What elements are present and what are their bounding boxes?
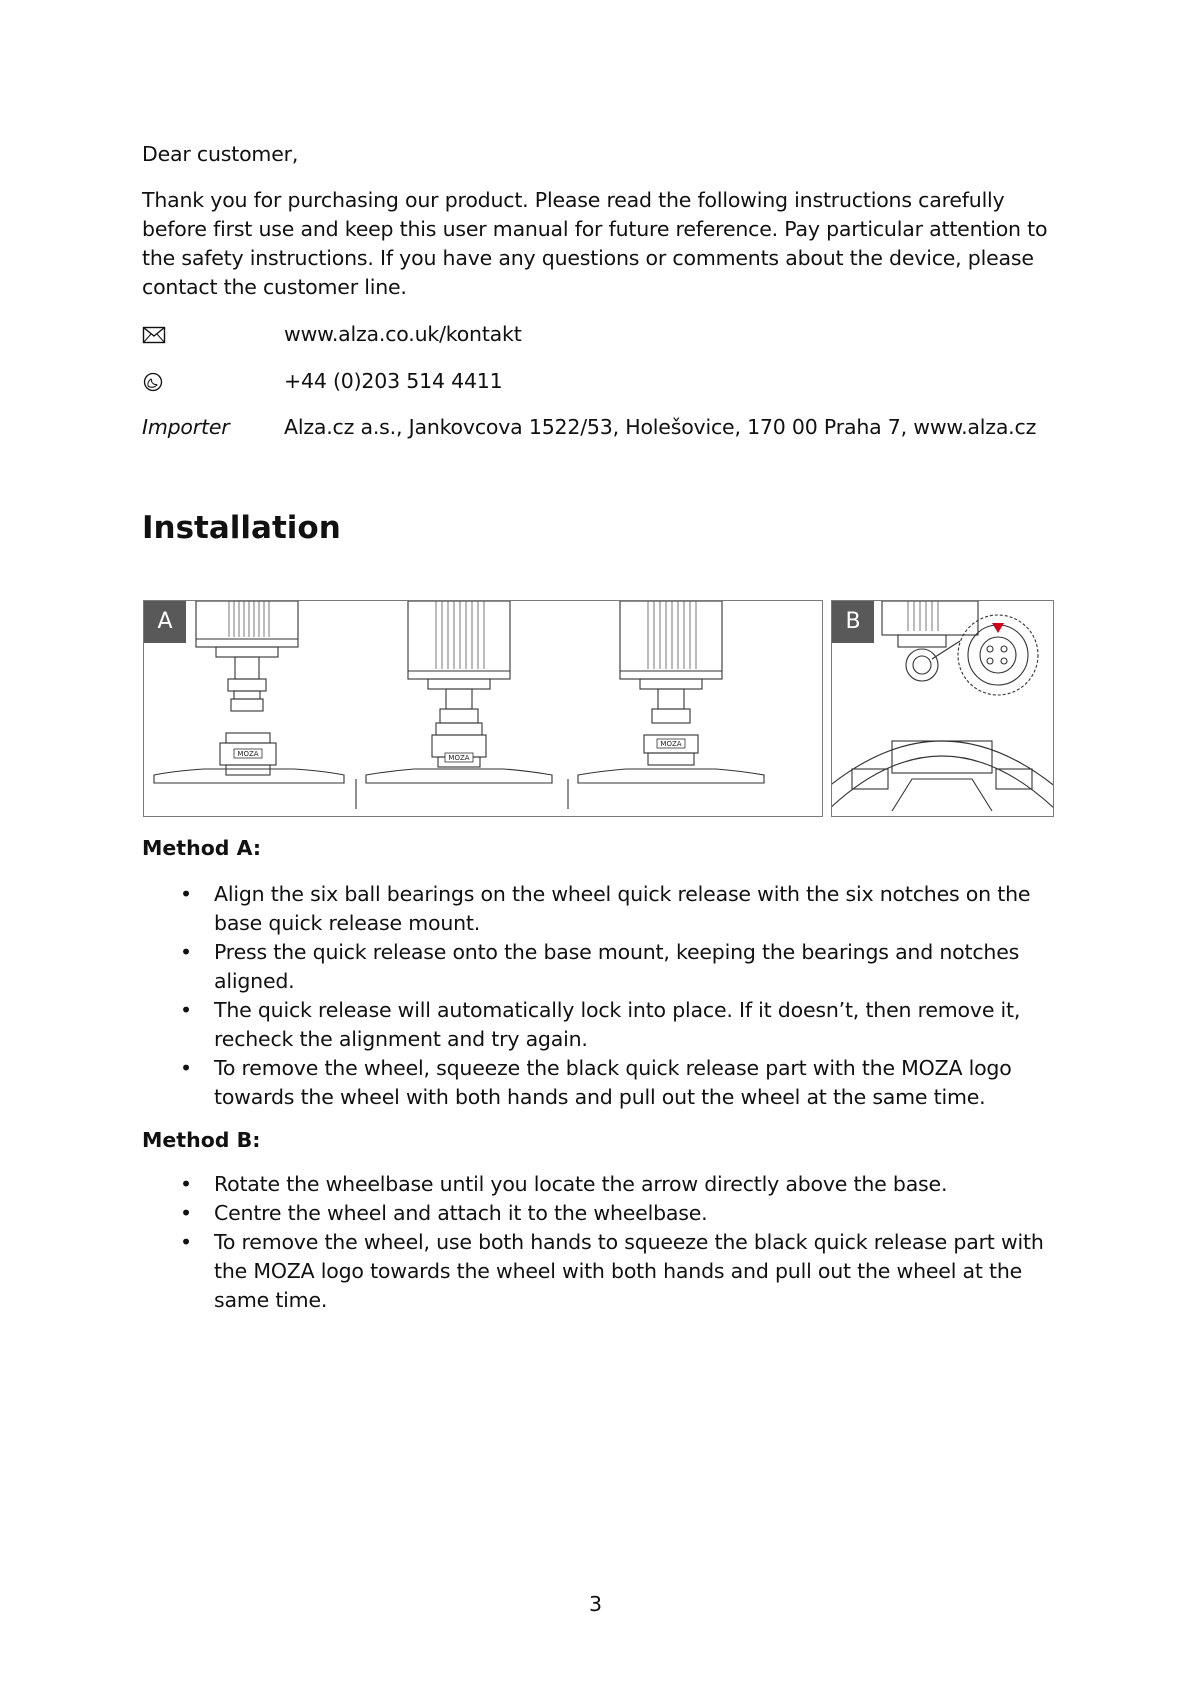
- contact-email-row: [142, 320, 1082, 350]
- page-number: 3: [588, 1592, 603, 1616]
- method-b-steps: [142, 1170, 1062, 1315]
- list-item: • Centre the wheel and attach it to the wheelbase.: [142, 1199, 1062, 1228]
- moza-logo-3: MOZA: [660, 740, 682, 748]
- importer-row: [142, 413, 1082, 443]
- importer-address: Alza.cz a.s., Jankovcova 1522/53, Holešovice, 170 00 Praha 7, www.alza.cz: [284, 415, 1037, 439]
- importer-label: Importer: [142, 415, 230, 439]
- figure-a: [143, 600, 823, 817]
- greeting: Dear customer,: [142, 142, 299, 166]
- method-b-title: Method B:: [142, 1128, 261, 1152]
- method-a-steps: [142, 880, 1062, 1112]
- section-heading: Installation: [142, 510, 341, 546]
- moza-logo-1: MOZA: [237, 750, 259, 758]
- list-item: • Rotate the wheelbase until you locate the arrow directly above the base.: [142, 1170, 1062, 1199]
- alignment-arrow-icon: [992, 623, 1004, 633]
- list-item: • Align the six ball bearings on the wheel quick release with the six notches on the base quick release mount.: [142, 880, 1062, 938]
- contact-email[interactable]: www.alza.co.uk/kontakt: [284, 322, 522, 346]
- wheelbase-aligned: [356, 601, 552, 809]
- figure-a-tag: A: [144, 601, 186, 643]
- wheelbase-locked: [568, 601, 764, 809]
- contact-phone[interactable]: +44 (0)203 514 4411: [284, 369, 503, 393]
- list-item: • To remove the wheel, use both hands to squeeze the black quick release part with the MOZA logo towards the wheel with both hands and pull out the wheel at the same time.: [142, 1228, 1062, 1315]
- figure-b-tag: B: [832, 601, 874, 643]
- contact-phone-row: [142, 367, 1082, 397]
- envelope-icon: [142, 320, 166, 353]
- figure-b: [831, 600, 1054, 817]
- list-item: • The quick release will automatically lock into place. If it doesn’t, then remove it, recheck the alignment and try again.: [142, 996, 1062, 1054]
- moza-logo-2: MOZA: [448, 754, 470, 762]
- intro-paragraph: Thank you for purchasing our product. Please read the following instructions carefully before first use and keep this user manual for future reference. Pay particular attention to the safety instructions. If you have any questions or comments about the device, please contact the customer line.: [142, 188, 1048, 299]
- method-a-title: Method A:: [142, 836, 262, 860]
- phone-icon: [142, 367, 164, 401]
- figure-a-illustration: [144, 601, 822, 816]
- list-item: • To remove the wheel, squeeze the black quick release part with the MOZA logo towards the wheel with both hands and pull out the wheel at the same time.: [142, 1054, 1062, 1112]
- list-item: • Press the quick release onto the base mount, keeping the bearings and notches aligned.: [142, 938, 1062, 996]
